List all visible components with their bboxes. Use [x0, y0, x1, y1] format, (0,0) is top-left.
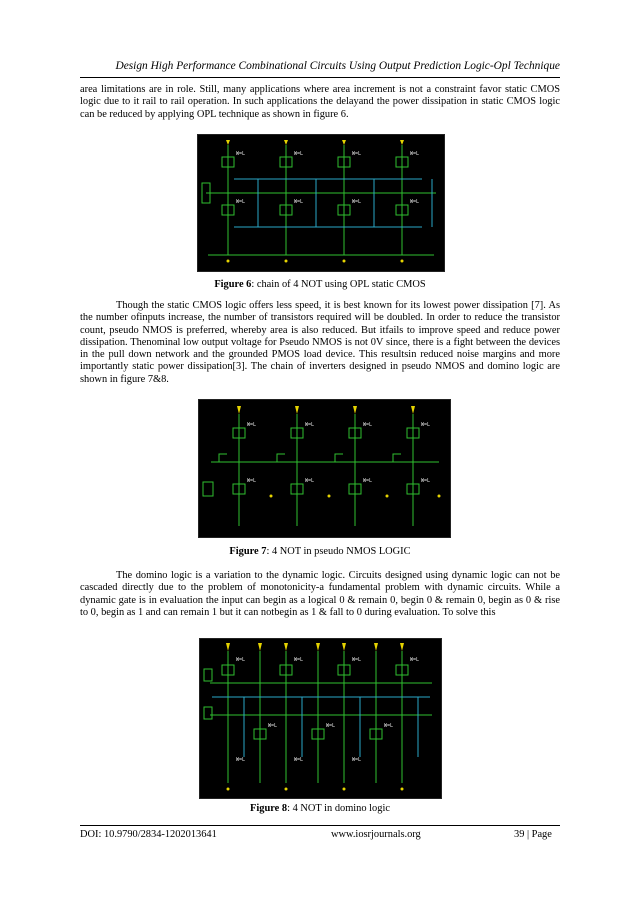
svg-text:W=L: W=L: [294, 199, 304, 205]
figure-8-schematic: [199, 638, 442, 799]
svg-text:W=L: W=L: [268, 723, 278, 729]
figure-7-label: Figure 7: [229, 546, 267, 557]
svg-text:W=L: W=L: [410, 199, 420, 205]
figure-7-schematic: [198, 399, 451, 538]
svg-text:W=L: W=L: [363, 422, 373, 428]
footer-page-number: 39 | Page: [514, 829, 552, 840]
figure-6-label: Figure 6: [214, 279, 252, 290]
svg-text:W=L: W=L: [421, 422, 431, 428]
figure-8-caption: [80, 803, 560, 814]
pseudo-nmos-schematic: [199, 400, 450, 537]
svg-text:W=L: W=L: [410, 657, 420, 663]
svg-text:W=L: W=L: [236, 657, 246, 663]
figure-7-text: : 4 NOT in pseudo NMOS LOGIC: [266, 546, 411, 557]
svg-text:W=L: W=L: [305, 478, 315, 484]
paragraph-3: The domino logic is a variation to the dynamic logic. Circuits designed using dynamic logic can not be cascaded directly due to the problem of monotonicity-a fundamental problem with dynamic circuits. While a dynamic gate is in evaluation the input can begin as a logical 0 & remain 0, begin 0 & remain 0, begin as 0 & rise to 0, begin as 1 and can remain 1 but it can notbegin as 1 & fall to 0 during evaluation. To solve this: [80, 570, 560, 618]
svg-text:W=L: W=L: [352, 151, 362, 157]
domino-logic-schematic: [200, 639, 441, 798]
svg-text:W=L: W=L: [363, 478, 373, 484]
svg-text:W=L: W=L: [294, 151, 304, 157]
figure-6-caption: [80, 279, 560, 290]
svg-text:W=L: W=L: [294, 757, 304, 763]
svg-text:W=L: W=L: [236, 199, 246, 205]
svg-text:W=L: W=L: [236, 757, 246, 763]
figure-6-text: : chain of 4 NOT using OPL static CMOS: [251, 279, 426, 290]
footer-website[interactable]: www.iosrjournals.org: [331, 829, 421, 840]
svg-text:W=L: W=L: [352, 657, 362, 663]
figure-8-text: : 4 NOT in domino logic: [287, 803, 390, 814]
footer-rule: [80, 825, 560, 826]
svg-text:W=L: W=L: [305, 422, 315, 428]
figure-7-caption: [80, 546, 560, 557]
svg-text:W=L: W=L: [410, 151, 420, 157]
svg-text:W=L: W=L: [294, 657, 304, 663]
svg-text:W=L: W=L: [384, 723, 394, 729]
header-rule: [80, 77, 560, 78]
footer-doi: DOI: 10.9790/2834-1202013641: [80, 829, 217, 840]
svg-text:W=L: W=L: [326, 723, 336, 729]
paragraph-1: area limitations are in role. Still, many applications where area increment is not a constraint favor static CMOS logic due to it rail to rail operation. In such applications the delayand the power dissipation in static CMOS logic can be reduced by applying OPL technique as shown in figure 6.: [80, 84, 560, 120]
svg-text:W=L: W=L: [247, 478, 257, 484]
svg-text:W=L: W=L: [247, 422, 257, 428]
opl-static-cmos-schematic: [198, 135, 444, 271]
svg-text:W=L: W=L: [236, 151, 246, 157]
paragraph-2: Though the static CMOS logic offers less speed, it is best known for its lowest power dissipation [7]. As the number ofinputs increase, the number of transistors required will be doubled. In order to reduce the transistor count, pseudo NMOS is preferred, whereby area is also reduced. But itfails to improve speed and reduce power dissipation. Thenominal low output voltage for Pseudo NMOS is not 0V since, there is a fight between the devices in the pull down network and the grounded PMOS load device. This resultsin reduced noise margins and more importantly static power dissipation[3]. The chain of inverters designed in pseudo NMOS and domino logic are shown in figure 7&8.: [80, 300, 560, 385]
svg-text:W=L: W=L: [421, 478, 431, 484]
figure-6-schematic: [197, 134, 445, 272]
svg-text:W=L: W=L: [352, 757, 362, 763]
running-header: Design High Performance Combinational Circuits Using Output Prediction Logic-Opl Technique: [115, 60, 560, 72]
svg-text:W=L: W=L: [352, 199, 362, 205]
figure-8-label: Figure 8: [250, 803, 288, 814]
